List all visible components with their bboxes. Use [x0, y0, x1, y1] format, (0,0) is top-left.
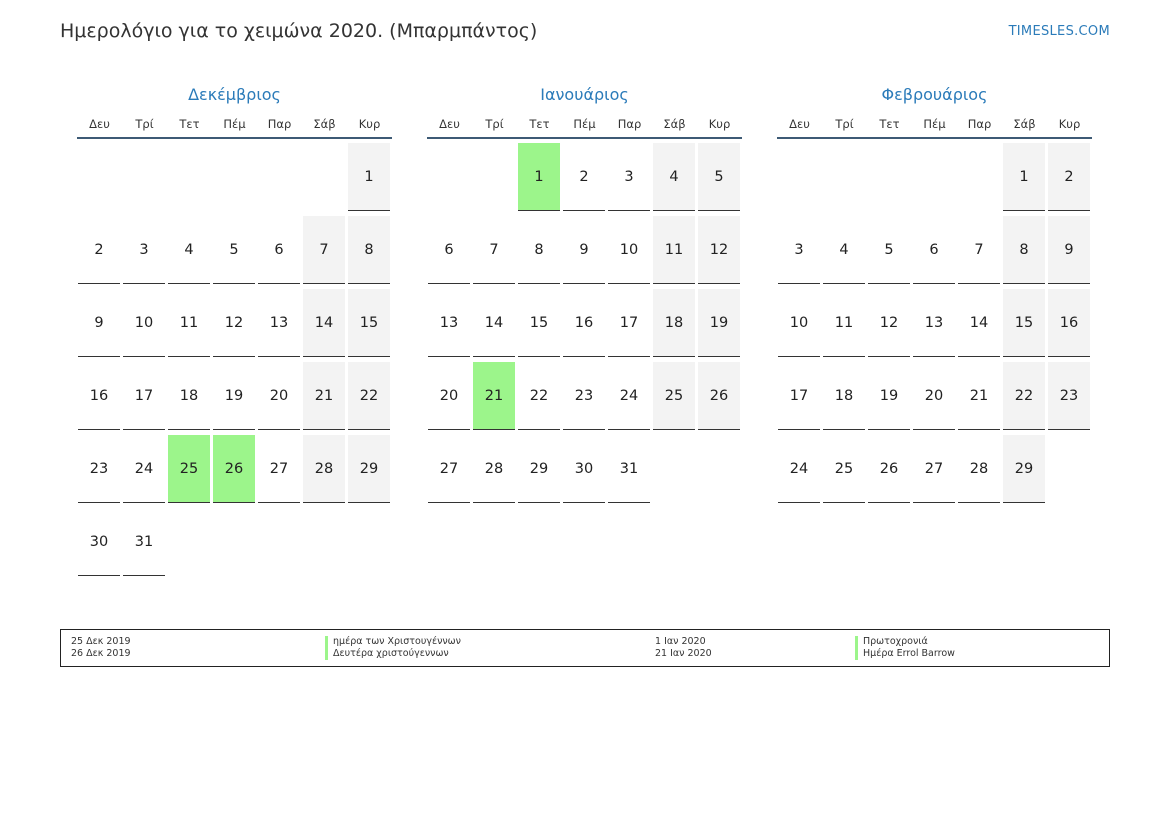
- day-number: 22: [348, 362, 390, 430]
- weekday-label: Κυρ: [358, 117, 381, 131]
- day-number: 13: [913, 289, 955, 357]
- day-cell: [347, 289, 392, 362]
- weekday-label: Παρ: [617, 117, 642, 131]
- day-number: 2: [563, 143, 605, 211]
- legend-holiday-name: Δευτέρα χριστούγεννων: [325, 648, 461, 660]
- day-cell: [1047, 289, 1092, 362]
- day-cell: [302, 362, 347, 435]
- month-calendar-february: [777, 84, 1092, 508]
- day-cell: [302, 216, 347, 289]
- day-cell: [347, 216, 392, 289]
- day-number: 27: [428, 435, 470, 503]
- day-cell: [257, 289, 302, 362]
- day-number: 8: [348, 216, 390, 284]
- legend-dates-left: [71, 636, 131, 660]
- day-number: 25: [168, 435, 210, 503]
- day-cell: [777, 362, 822, 435]
- day-number: 9: [1048, 216, 1090, 284]
- day-number: 16: [1048, 289, 1090, 357]
- day-number: 13: [258, 289, 300, 357]
- day-number: 18: [823, 362, 865, 430]
- day-number: 29: [518, 435, 560, 503]
- weekday-label: Κυρ: [1058, 117, 1081, 131]
- empty-day-cell: [472, 143, 517, 216]
- day-cell: [607, 435, 652, 508]
- day-number: 24: [608, 362, 650, 430]
- day-cell: [77, 508, 122, 581]
- weekday-label: Δευ: [789, 117, 810, 131]
- day-number: 7: [473, 216, 515, 284]
- day-number: 16: [78, 362, 120, 430]
- weekday-header-row: [427, 115, 742, 139]
- day-cell: [167, 362, 212, 435]
- day-number: 28: [303, 435, 345, 503]
- day-number: 4: [168, 216, 210, 284]
- day-number: 11: [168, 289, 210, 357]
- day-cell: [212, 289, 257, 362]
- day-number: 14: [303, 289, 345, 357]
- day-cell: [777, 435, 822, 508]
- day-number: 31: [123, 508, 165, 576]
- weekday-label: Τρί: [835, 117, 854, 131]
- legend-date: 25 Δεκ 2019: [71, 636, 131, 647]
- day-cell: [777, 289, 822, 362]
- weekday-label: Σάβ: [663, 117, 686, 131]
- weekday-label: Πέμ: [223, 117, 246, 131]
- day-number: 17: [608, 289, 650, 357]
- legend-holiday-name: Ημέρα Errol Barrow: [855, 648, 955, 660]
- day-number: 15: [348, 289, 390, 357]
- day-number: 21: [473, 362, 515, 430]
- day-cell: [347, 435, 392, 508]
- day-number: 24: [778, 435, 820, 503]
- day-number: 28: [958, 435, 1000, 503]
- day-number: 3: [123, 216, 165, 284]
- day-number: 11: [653, 216, 695, 284]
- day-number: 26: [868, 435, 910, 503]
- legend-holiday-name: ημέρα των Χριστουγέννων: [325, 636, 461, 648]
- day-cell: [212, 216, 257, 289]
- weekday-label: Τρί: [485, 117, 504, 131]
- day-cell: [652, 362, 697, 435]
- day-cell: [607, 289, 652, 362]
- holiday-day-cell: [472, 362, 517, 435]
- day-cell: [607, 143, 652, 216]
- day-number: 30: [78, 508, 120, 576]
- empty-day-cell: [167, 143, 212, 216]
- empty-day-cell: [77, 143, 122, 216]
- day-grid: [777, 143, 1092, 508]
- weekday-label: Σάβ: [1013, 117, 1036, 131]
- day-cell: [427, 362, 472, 435]
- day-cell: [302, 289, 347, 362]
- day-number: 15: [518, 289, 560, 357]
- day-cell: [517, 435, 562, 508]
- day-cell: [562, 289, 607, 362]
- day-cell: [77, 216, 122, 289]
- day-number: 19: [213, 362, 255, 430]
- empty-day-cell: [257, 143, 302, 216]
- day-cell: [607, 216, 652, 289]
- day-cell: [697, 362, 742, 435]
- weekday-label: Πέμ: [923, 117, 946, 131]
- day-number: 21: [303, 362, 345, 430]
- day-number: 8: [518, 216, 560, 284]
- day-cell: [957, 435, 1002, 508]
- month-calendar-december: [77, 84, 392, 581]
- empty-day-cell: [912, 143, 957, 216]
- day-number: 12: [698, 216, 740, 284]
- day-number: 7: [303, 216, 345, 284]
- day-cell: [777, 216, 822, 289]
- day-cell: [427, 289, 472, 362]
- weekday-label: Δευ: [89, 117, 110, 131]
- weekday-label: Κυρ: [708, 117, 731, 131]
- day-number: 19: [868, 362, 910, 430]
- day-number: 9: [78, 289, 120, 357]
- day-grid: [77, 143, 392, 581]
- day-cell: [77, 289, 122, 362]
- day-number: 18: [653, 289, 695, 357]
- day-cell: [912, 362, 957, 435]
- month-name: Ιανουάριος: [540, 85, 629, 104]
- day-cell: [822, 289, 867, 362]
- day-number: 17: [778, 362, 820, 430]
- day-number: 5: [868, 216, 910, 284]
- day-cell: [1002, 289, 1047, 362]
- legend-date: 26 Δεκ 2019: [71, 648, 131, 659]
- day-cell: [122, 508, 167, 581]
- day-number: 24: [123, 435, 165, 503]
- day-number: 11: [823, 289, 865, 357]
- day-number: 17: [123, 362, 165, 430]
- empty-day-cell: [122, 143, 167, 216]
- empty-day-cell: [867, 143, 912, 216]
- day-cell: [1002, 216, 1047, 289]
- day-cell: [912, 289, 957, 362]
- day-cell: [517, 289, 562, 362]
- day-number: 7: [958, 216, 1000, 284]
- day-cell: [652, 143, 697, 216]
- day-number: 27: [913, 435, 955, 503]
- day-number: 22: [1003, 362, 1045, 430]
- day-cell: [697, 216, 742, 289]
- day-cell: [167, 289, 212, 362]
- empty-day-cell: [302, 143, 347, 216]
- day-cell: [167, 216, 212, 289]
- day-number: 12: [213, 289, 255, 357]
- day-cell: [912, 435, 957, 508]
- day-number: 2: [78, 216, 120, 284]
- legend-names-left: [325, 636, 461, 660]
- day-number: 23: [563, 362, 605, 430]
- day-cell: [257, 362, 302, 435]
- day-number: 28: [473, 435, 515, 503]
- day-cell: [517, 216, 562, 289]
- day-number: 29: [348, 435, 390, 503]
- day-cell: [257, 435, 302, 508]
- weekday-label: Σάβ: [313, 117, 336, 131]
- day-cell: [122, 216, 167, 289]
- day-cell: [607, 362, 652, 435]
- day-cell: [257, 216, 302, 289]
- day-cell: [912, 216, 957, 289]
- weekday-header-row: [777, 115, 1092, 139]
- day-number: 4: [653, 143, 695, 211]
- day-cell: [77, 362, 122, 435]
- day-number: 30: [563, 435, 605, 503]
- weekday-label: Τρί: [135, 117, 154, 131]
- month-name: Φεβρουάριος: [881, 85, 988, 104]
- weekday-label: Τετ: [529, 117, 550, 131]
- holiday-day-cell: [212, 435, 257, 508]
- legend-date: 1 Ιαν 2020: [655, 636, 706, 647]
- day-number: 13: [428, 289, 470, 357]
- day-cell: [1002, 143, 1047, 216]
- day-cell: [562, 362, 607, 435]
- day-cell: [1002, 362, 1047, 435]
- day-number: 10: [778, 289, 820, 357]
- holiday-day-cell: [517, 143, 562, 216]
- day-number: 29: [1003, 435, 1045, 503]
- day-number: 19: [698, 289, 740, 357]
- day-cell: [822, 362, 867, 435]
- day-number: 6: [428, 216, 470, 284]
- legend-holiday-name: Πρωτοχρονιά: [855, 636, 955, 648]
- page-title: Ημερολόγιο για το χειμώνα 2020. (Μπαρμπάντος): [60, 20, 538, 42]
- weekday-label: Τετ: [179, 117, 200, 131]
- day-number: 25: [823, 435, 865, 503]
- day-number: 18: [168, 362, 210, 430]
- empty-day-cell: [212, 143, 257, 216]
- month-calendar-january: [427, 84, 742, 508]
- day-cell: [122, 435, 167, 508]
- day-number: 26: [698, 362, 740, 430]
- legend-names-right: [855, 636, 955, 660]
- day-cell: [562, 435, 607, 508]
- day-cell: [347, 362, 392, 435]
- empty-day-cell: [777, 143, 822, 216]
- day-number: 3: [608, 143, 650, 211]
- day-number: 10: [123, 289, 165, 357]
- legend-dates-right: [655, 636, 712, 660]
- day-number: 20: [428, 362, 470, 430]
- holiday-day-cell: [167, 435, 212, 508]
- weekday-label: Τετ: [879, 117, 900, 131]
- site-brand-link[interactable]: TIMESLES.COM: [1008, 24, 1110, 39]
- day-number: 20: [258, 362, 300, 430]
- day-cell: [957, 289, 1002, 362]
- day-cell: [302, 435, 347, 508]
- day-number: 14: [473, 289, 515, 357]
- day-cell: [822, 435, 867, 508]
- weekday-label: Πέμ: [573, 117, 596, 131]
- day-cell: [867, 362, 912, 435]
- day-cell: [822, 216, 867, 289]
- day-number: 12: [868, 289, 910, 357]
- day-cell: [957, 216, 1002, 289]
- day-grid: [427, 143, 742, 508]
- day-number: 10: [608, 216, 650, 284]
- day-number: 2: [1048, 143, 1090, 211]
- day-cell: [122, 362, 167, 435]
- day-number: 5: [698, 143, 740, 211]
- day-number: 5: [213, 216, 255, 284]
- day-cell: [1047, 362, 1092, 435]
- day-number: 23: [78, 435, 120, 503]
- weekday-header-row: [77, 115, 392, 139]
- day-cell: [562, 143, 607, 216]
- empty-day-cell: [427, 143, 472, 216]
- day-number: 1: [1003, 143, 1045, 211]
- day-number: 6: [258, 216, 300, 284]
- day-cell: [77, 435, 122, 508]
- day-number: 27: [258, 435, 300, 503]
- day-cell: [122, 289, 167, 362]
- day-number: 4: [823, 216, 865, 284]
- day-cell: [867, 216, 912, 289]
- day-number: 26: [213, 435, 255, 503]
- weekday-label: Παρ: [967, 117, 992, 131]
- day-cell: [867, 435, 912, 508]
- day-number: 20: [913, 362, 955, 430]
- day-cell: [697, 143, 742, 216]
- day-number: 16: [563, 289, 605, 357]
- weekday-label: Δευ: [439, 117, 460, 131]
- day-cell: [1002, 435, 1047, 508]
- day-number: 14: [958, 289, 1000, 357]
- day-cell: [517, 362, 562, 435]
- day-cell: [347, 143, 392, 216]
- day-cell: [652, 216, 697, 289]
- day-number: 15: [1003, 289, 1045, 357]
- empty-day-cell: [957, 143, 1002, 216]
- day-cell: [867, 289, 912, 362]
- day-number: 3: [778, 216, 820, 284]
- day-number: 6: [913, 216, 955, 284]
- day-number: 31: [608, 435, 650, 503]
- day-cell: [652, 289, 697, 362]
- day-cell: [472, 435, 517, 508]
- day-cell: [562, 216, 607, 289]
- day-cell: [427, 435, 472, 508]
- holiday-legend: [60, 629, 1110, 667]
- day-number: 8: [1003, 216, 1045, 284]
- day-cell: [1047, 143, 1092, 216]
- day-cell: [427, 216, 472, 289]
- day-number: 23: [1048, 362, 1090, 430]
- day-cell: [697, 289, 742, 362]
- day-number: 21: [958, 362, 1000, 430]
- day-cell: [472, 289, 517, 362]
- day-cell: [1047, 216, 1092, 289]
- day-number: 25: [653, 362, 695, 430]
- legend-date: 21 Ιαν 2020: [655, 648, 712, 659]
- day-number: 9: [563, 216, 605, 284]
- empty-day-cell: [822, 143, 867, 216]
- day-cell: [957, 362, 1002, 435]
- day-cell: [472, 216, 517, 289]
- day-number: 22: [518, 362, 560, 430]
- day-number: 1: [518, 143, 560, 211]
- day-number: 1: [348, 143, 390, 211]
- month-name: Δεκέμβριος: [188, 85, 281, 104]
- weekday-label: Παρ: [267, 117, 292, 131]
- day-cell: [212, 362, 257, 435]
